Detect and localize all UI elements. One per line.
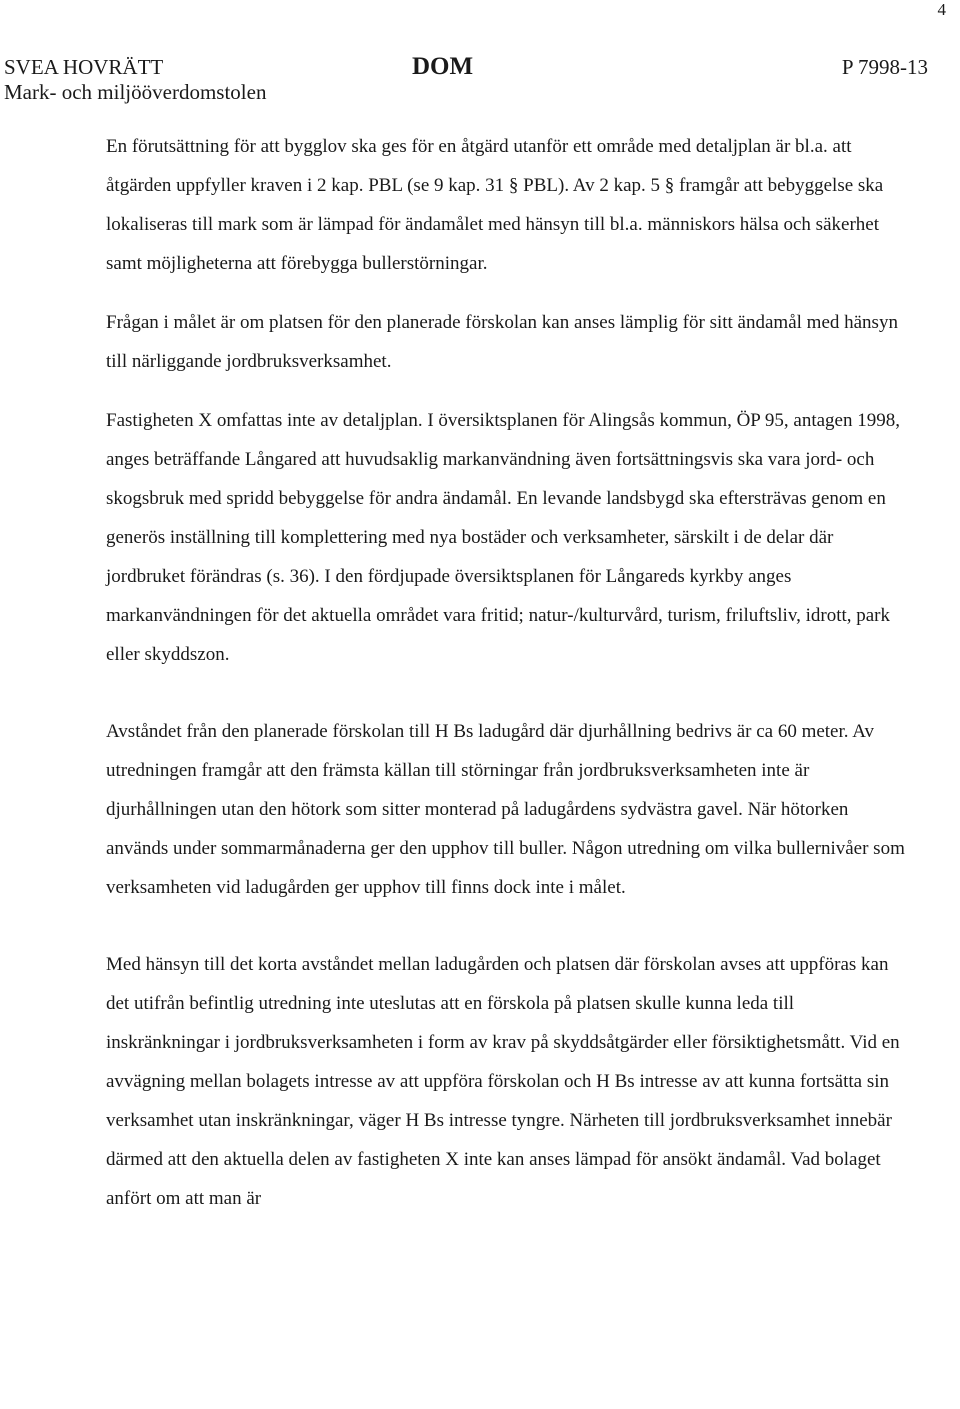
paragraph-question: Frågan i målet är om platsen för den planerade förskolan kan anses lämplig för sitt ändamål med hänsyn till närliggande jordbruksverksamhet.: [106, 312, 898, 372]
document-header: [4, 54, 928, 106]
paragraph-assessment: Med hänsyn till det korta avståndet mellan ladugården och platsen där förskolan avses att uppföras kan det utifrån befintlig utredning inte uteslutas att en förskola på platsen skulle kunna leda till inskränkningar i jordbruksverksamheten i form av krav på skyddsåtgärder eller försiktighetsmått. Vid en avvägning mellan bolagets intresse av att uppföra förskolan och H Bs intresse av att kunna fortsätta sin verksamhet utan inskränkningar, väger H Bs intresse tyngre. Närheten till jordbruksverksamhet innebär därmed att den aktuella delen av fastigheten X inte kan anses lämpad för ansökt ändamål. Vad bolaget anfört om att man är: [106, 954, 900, 1209]
document-type: DOM: [412, 53, 474, 80]
paragraph-distance: Avståndet från den planerade förskolan till H Bs ladugård där djurhållning bedrivs är ca 60 meter. Av utredningen framgår att den främsta källan till störningar från jordbruksverksamheten inte är djurhållningen utan den hötork som sitter monterad på ladugårdens sydvästra gavel. När hötorken används under sommarmånaderna ger den upphov till buller. Någon utredning om vilka bullernivåer som verksamheten vid ladugården ger upphov till finns dock inte i målet.: [106, 721, 905, 898]
court-name: SVEA HOVRÄTT: [4, 55, 164, 79]
paragraph-building-permit: En förutsättning för att bygglov ska ges för en åtgärd utanför ett område med detaljplan är bl.a. att åtgärden uppfyller kraven i 2 kap. PBL (se 9 kap. 31 § PBL). Av 2 kap. 5 § framgår att bebyggelse ska lokaliseras till mark som är lämpad för ändamålet med hänsyn till bl.a. människors hälsa och säkerhet samt möjligheterna att förebygga bullerstörningar.: [106, 136, 884, 274]
paragraph-comprehensive-plan: Fastigheten X omfattas inte av detaljplan. I översiktsplanen för Alingsås kommun, ÖP 95, antagen 1998, anges beträffande Långared att huvudsaklig markanvändning även fortsättningsvis ska vara jord- och skogsbruk med spridd bebyggelse för andra ändamål. En levande landsbygd ska eftersträvas genom en generös inställning till komplettering med nya bostäder och verksamheter, särskilt i de delar där jordbruket förändras (s. 36). I den fördjupade översiktsplanen för Långareds kyrkby anges markanvändningen för det aktuella området vara fritid; natur-/kulturvård, turism, friluftsliv, idrott, park eller skyddszon.: [106, 410, 900, 665]
page-number: 4: [937, 0, 946, 19]
document-body: [106, 127, 906, 1218]
case-number: P 7998-13: [841, 55, 928, 79]
court-division: Mark- och miljööverdomstolen: [4, 80, 267, 104]
